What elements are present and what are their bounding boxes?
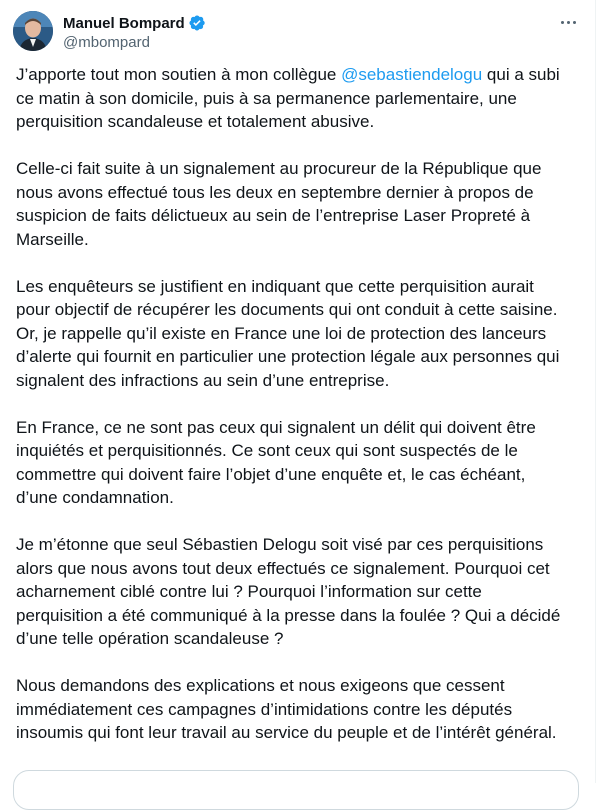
tweet-text-segment: suspicion de faits délictueux au sein de l’entreprise Laser Propreté à <box>16 206 531 225</box>
tweet-line <box>16 63 586 87</box>
tweet-line <box>16 439 586 463</box>
tweet-line <box>16 486 586 510</box>
tweet-line <box>16 533 586 557</box>
tweet-line <box>16 204 586 228</box>
tweet-line <box>16 87 586 111</box>
display-name-row <box>63 13 206 33</box>
verified-badge-icon <box>188 14 206 32</box>
tweet-paragraph <box>16 416 586 510</box>
more-dot <box>561 21 564 24</box>
tweet-text <box>16 63 586 768</box>
tweet-line <box>16 557 586 581</box>
tweet-line <box>16 345 586 369</box>
tweet-header <box>13 11 583 53</box>
tweet-text-segment: d’alerte qui fournit en particulier une protection légale aux personnes qui <box>16 347 560 366</box>
tweet-text-segment: Les enquêteurs se justifient en indiquant que cette perquisition aurait <box>16 276 534 296</box>
tweet-text-segment: d’une telle opération scandaleuse ? <box>16 629 284 648</box>
tweet-text-segment: commettre qui doivent faire l’objet d’une enquête et, le cas échéant, <box>16 464 526 484</box>
tweet-line <box>16 721 586 745</box>
tweet-text-segment: insoumis qui font leur travail au service du peuple et de l’intérêt général. <box>16 723 557 742</box>
tweet-paragraph <box>16 674 586 745</box>
tweet-text-segment: perquisition a été communiqué à la presse dans la foulée ? Qui a décidé <box>16 605 561 625</box>
tweet-line <box>16 627 586 651</box>
tweet-text-segment: J’apporte tout mon soutien à mon collègue <box>16 65 342 84</box>
more-dot <box>567 21 570 24</box>
tweet-text-segment: d’une condamnation. <box>16 488 174 507</box>
tweet-line <box>16 110 586 134</box>
tweet-text-segment: inquiétés et perquisitionnés. Ce sont ceux qui sont suspectés de le <box>16 441 518 460</box>
tweet-paragraph <box>16 533 586 651</box>
more-options-icon[interactable] <box>557 13 579 31</box>
tweet-line <box>16 674 586 698</box>
tweet-line <box>16 580 586 604</box>
tweet-text-segment: En France, ce ne sont pas ceux qui signalent un délit qui doivent être <box>16 417 536 437</box>
tweet-line <box>16 604 586 628</box>
more-dot <box>573 21 576 24</box>
display-name[interactable]: Manuel Bompard <box>63 14 185 32</box>
author-handle[interactable]: @mbompard <box>63 34 150 51</box>
mention-link[interactable]: @sebastiendelogu <box>341 65 483 84</box>
tweet-line <box>16 369 586 393</box>
tweet-line <box>16 322 586 346</box>
tweet-paragraph <box>16 63 586 134</box>
tweet-text-segment: alors que nous avons tout deux effectués ce signalement. Pourquoi cet <box>16 558 550 578</box>
tweet-text-segment: Je m’étonne que seul Sébastien Delogu soit visé par ces perquisitions <box>16 535 544 554</box>
tweet-text-segment: ce matin à son domicile, puis à sa permanence parlementaire, une <box>16 88 517 108</box>
author-names <box>63 13 206 51</box>
tweet-text-segment: nous avons effectué tous les deux en septembre dernier à propos de <box>16 182 534 202</box>
tweet-text-segment: Celle-ci fait suite à un signalement au procureur de la République que <box>16 159 542 178</box>
tweet-line <box>16 698 586 722</box>
tweet-line <box>16 463 586 487</box>
tweet-text-segment: acharnement ciblé contre lui ? Pourquoi l’information sur cette <box>16 582 482 601</box>
tweet-line <box>16 228 586 252</box>
tweet-text-segment: immédiatement ces campagnes d’intimidations contre les députés <box>16 699 513 719</box>
tweet-text-segment: qui a subi <box>482 65 560 84</box>
avatar-photo <box>13 11 53 51</box>
tweet-text-segment: signalent des infractions au sein d’une entreprise. <box>16 370 390 390</box>
tweet-line <box>16 181 586 205</box>
tweet-line <box>16 416 586 440</box>
tweet-text-segment: Nous demandons des explications et nous exigeons que cessent <box>16 676 505 695</box>
tweet-line <box>16 275 586 299</box>
tweet-paragraph <box>16 157 586 251</box>
tweet-line <box>16 157 586 181</box>
media-card[interactable] <box>13 770 579 810</box>
tweet-text-segment: perquisition scandaleuse et totalement abusive. <box>16 112 375 131</box>
tweet-paragraph <box>16 275 586 393</box>
tweet-line <box>16 298 586 322</box>
avatar[interactable] <box>13 11 53 51</box>
tweet-text-segment: Or, je rappelle qu’il existe en France une loi de protection des lanceurs <box>16 323 547 343</box>
tweet-text-segment: pour objectif de récupérer les documents qui ont conduit à cette saisine. <box>16 300 558 319</box>
tweet-text-segment: Marseille. <box>16 229 89 249</box>
